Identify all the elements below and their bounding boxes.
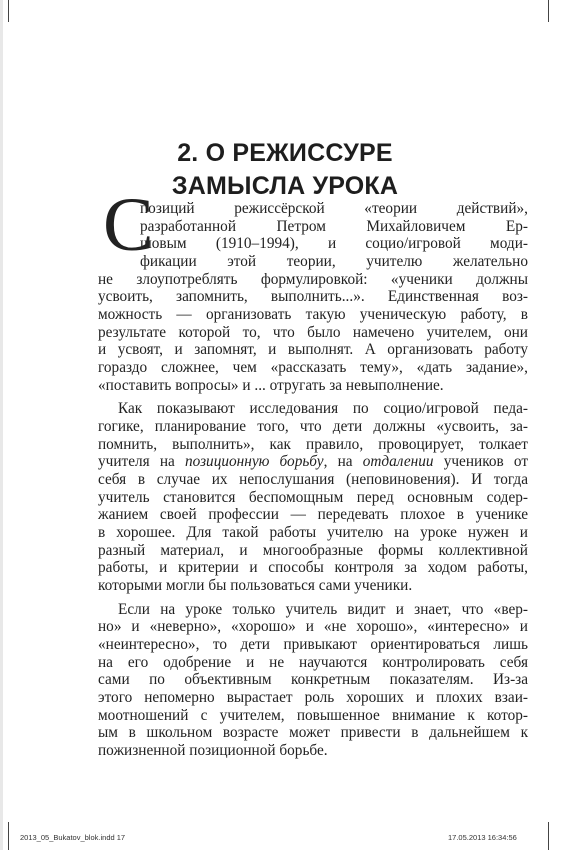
text-line: но» и «неверно», «хорошо» и «не хорошо», «интересно» и [98,618,528,635]
text-line: пожизненной позиционной борьбе. [98,742,328,759]
text-line-with-italics [98,453,528,471]
text-line: шовым (1910–1994), и социо/игровой моди- [140,235,528,252]
crop-mark-bottom-left [8,822,9,850]
italic-phrase-positional-struggle: позиционную борьбу [184,453,324,470]
text-line: помнить, выполнить», как правило, провоцирует, толкает [98,436,528,453]
text-line: сами по объективным конкретным показателям. Из-за [98,671,528,688]
text-line: фикации этой теории, учителю желательно [140,253,528,270]
drop-cap-letter: С [103,183,154,267]
chapter-heading-line-2: ЗАМЫСЛА УРОКА [171,172,399,200]
crop-mark-bottom-right [548,822,549,850]
text-line: «неинтересно», то дети привыкают ориентироваться лишь [98,636,528,653]
text-line: разработанной Петром Михайловичем Ер- [140,218,528,235]
crop-mark-top-right [548,0,549,22]
text-line: усвоить, запомнить, выполнить...». Единственная воз- [98,288,528,305]
text-line: работы, и критерии и способы контроля за ходом работы, [98,559,528,576]
text-line: можность — организовать такую ученическую работу, в [98,306,528,323]
text-line: учитель становится беспомощным перед основным содер- [98,489,528,506]
text-line: Если на уроке только учитель видит и знает, что «вер- [118,601,528,618]
text-fragment: учеников от [433,453,529,470]
print-slug-timestamp: 17.05.2013 16:34:56 [448,833,517,842]
text-fragment: , на [323,453,363,470]
chapter-heading-line-1: 2. О РЕЖИССУРЕ [177,139,393,167]
text-line: гораздо сложнее, чем «рассказать тему», «дать задание», [98,359,528,376]
text-line: «поставить вопросы» и ... отругать за невыполнение. [98,377,444,394]
text-line: результате которой то, что было намечено учителем, они [98,324,528,341]
text-line: моотношений с учителем, повышенное внимание к котор- [98,707,528,724]
text-line: которыми могли бы пользоваться сами ученики. [98,577,413,594]
italic-word-distancing: отдалении [362,453,434,470]
text-line: и усвоят, и запомнят, и выполнят. А организовать работу [98,341,528,358]
text-line: этого непомерно вырастает роль хороших и плохих взаи- [98,689,528,706]
text-line: не злоупотреблять формулировкой: «ученики должны [98,271,528,288]
text-line: на его одобрение и не научаются контролировать себя [98,654,528,671]
text-line: ым в школьном возрасте может привести в дальнейшем к [98,724,528,741]
text-line: позиций режиссёрской «теории действий», [140,200,528,217]
print-slug-filename: 2013_05_Bukatov_blok.indd 17 [20,833,126,842]
text-fragment: учителя на [98,453,185,470]
crop-mark-top-left [8,0,9,22]
page-edge [0,0,3,850]
text-line: гогике, планирование того, что дети должны «усвоить, за- [98,418,528,435]
text-line: себя в случае их непослушания (неповиновения). И тогда [98,471,528,488]
text-line: Как показывают исследования по социо/игровой педа- [118,400,528,417]
text-line: жанием своей профессии — передевать плохое в ученике [98,506,528,523]
text-line: в хорошее. Для такой работы учителю на уроке нужен и [98,524,528,541]
text-line: разный материал, и многообразные формы коллективной [98,542,528,559]
